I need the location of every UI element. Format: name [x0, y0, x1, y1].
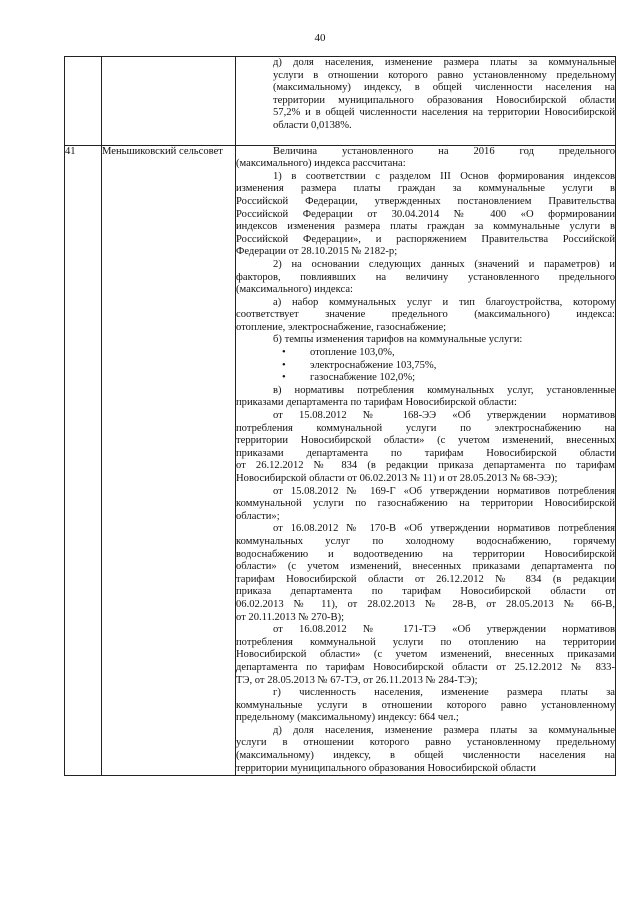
paragraph-p7 [236, 410, 615, 486]
text-line: области»; [236, 510, 280, 522]
text-line: а) набор коммунальных услуг и тип благоустройства, которому [273, 296, 615, 308]
text-line: приказами департамента по тарифам Новосибирской области [236, 447, 615, 459]
list-item: • электроснабжение 103,75%, [236, 360, 615, 373]
text-line: территории муниципального образования Новосибирской области [273, 94, 615, 106]
list-item: • газоснабжение 102,0%; [236, 372, 615, 385]
page-number: 40 [314, 32, 326, 44]
description-cell [236, 145, 616, 776]
text-line: Российской Федерации, утвержденных постановлением Правительства [236, 195, 615, 207]
text-line: Федерации от 28.10.2015 № 2182-р; [236, 246, 398, 258]
text-line: 57,2% и в общей численности населения на территории Новосибирской [273, 107, 615, 119]
table-row [65, 57, 616, 146]
text-line: услуги в отношении которого равно установленному предельному [236, 737, 615, 749]
description-cell [236, 57, 616, 146]
text-line: услуги в отношении которого равно установленному предельному [273, 69, 615, 81]
text-line: 06.02.2013 № 11), от 28.02.2013 № 28-В, от 28.05.2013 № 66-В, [236, 598, 615, 610]
row-number-cell [65, 145, 102, 776]
paragraph-p8 [236, 486, 615, 524]
municipality-cell [102, 57, 236, 146]
text-line: Российской Федерации от 30.04.2014 № 400 «О формировании [236, 208, 615, 220]
text-line: от 16.08.2012 № 171-ТЭ «Об утверждении нормативов [273, 624, 615, 636]
text-line: д) доля населения, изменение размера платы за коммунальные [273, 724, 615, 736]
text-line: (максимального) индекса: [236, 284, 353, 296]
text-line: от 15.08.2012 № 168-ЭЭ «Об утверждении нормативов [273, 410, 615, 422]
text-line: департамента по тарифам Новосибирской области от 25.12.2012 № 833- [236, 661, 615, 673]
text-line: ТЭ, от 28.05.2013 № 67-ТЭ, от 26.11.2013 № 284-ТЭ); [236, 674, 478, 686]
text-line: коммунальных услуг по холодному водоснабжению, горячему [236, 535, 615, 547]
row-number-cell [65, 57, 102, 146]
text-line: области 0,0138%. [273, 119, 352, 131]
text-line: соответствует значение предельного (максимального) индекса: [236, 309, 615, 321]
text-line: Величина установленного на 2016 год предельного [273, 145, 615, 157]
text-line: (максимальному) индексу, в общей численности населения на [273, 82, 615, 94]
text-line: приказа департамента по тарифам Новосибирской области от [236, 586, 615, 598]
text-line: области» (с учетом изменений, внесенных приказами департамента по [236, 561, 615, 573]
list-item: • отопление 103,0%, [236, 347, 615, 360]
municipality-cell [102, 145, 236, 776]
indices-table [64, 56, 616, 776]
text-line: г) численность населения, изменение размера платы за [273, 687, 615, 699]
paragraph-p10 [236, 624, 615, 687]
municipality-name: Меньшиковский сельсовет [102, 145, 223, 157]
paragraph-p9 [236, 523, 615, 624]
table-row [65, 145, 616, 776]
text-line: 2) на основании следующих данных (значений и параметров) и [273, 258, 615, 270]
text-line: Российской Федерации», и распоряжением Правительства Российской [236, 233, 615, 245]
text-line: в) нормативы потребления коммунальных услуг, установленные [273, 384, 615, 396]
text-line: изменения размера платы граждан за коммунальные услуги в [236, 183, 615, 195]
text-line: потребления коммунальной услуги по электроснабжению на [236, 422, 615, 434]
paragraph-group [236, 146, 615, 348]
text-line: Новосибирской области от 06.02.2013 № 11) и от 28.05.2013 № 68-ЭЭ); [236, 473, 558, 484]
paragraph-p11 [236, 687, 615, 725]
paragraph-group [236, 385, 615, 775]
paragraph-p3 [236, 259, 615, 297]
text-line: предельному (максимальному) индексу: 664 чел.; [236, 712, 459, 724]
text-line: Новосибирской области» (с учетом изменений, внесенных приказами [236, 649, 615, 661]
tariff-bullet-list [236, 347, 615, 385]
paragraph-p4 [236, 297, 615, 335]
text-line: приказами департамента по тарифам Новосибирской области: [236, 397, 517, 409]
share-population-paragraph [236, 57, 615, 133]
text-line: от 20.11.2013 № 270-В); [236, 611, 345, 623]
text-line: д) доля населения, изменение размера платы за коммунальные [273, 57, 615, 68]
text-line: территории муниципального образования Новосибирской области [236, 762, 536, 774]
text-line: территории Новосибирской области» (с учетом изменений, внесенных [236, 435, 615, 447]
text-line: 1) в соответствии с разделом III Основ формирования индексов [273, 170, 615, 182]
paragraph-p2 [236, 171, 615, 259]
text-line: коммунальной услуги по газоснабжению на территории Новосибирской [236, 498, 615, 510]
text-line: (максимальному) индексу, в общей численности населения на [236, 750, 615, 762]
text-line: факторов, повлиявших на величину установленного предельного [236, 271, 615, 283]
text-line: коммунальные услуги в отношении которого равно установленному [236, 699, 615, 711]
text-line: от 15.08.2012 № 169-Г «Об утверждении нормативов потребления [273, 485, 615, 497]
text-line: отопление, электроснабжение, газоснабжение; [236, 321, 447, 333]
paragraph-p1 [236, 146, 615, 171]
text-line: индексов изменения размера платы граждан за коммунальные услуги в [236, 221, 615, 233]
row-number: 41 [65, 145, 76, 157]
text-line: (максимального) индекса рассчитана: [236, 158, 406, 170]
paragraph-p5 [236, 334, 615, 347]
text-line: от 26.12.2012 № 834 (в редакции приказа департамента по тарифам [236, 460, 615, 472]
text-line: тарифам Новосибирской области от 26.12.2012 № 834 (в редакции [236, 573, 615, 585]
paragraph-p6 [236, 385, 615, 410]
text-line: б) темпы изменения тарифов на коммунальные услуги: [273, 334, 523, 346]
paragraph-p12 [236, 725, 615, 775]
text-line: водоснабжению и водоотведению на территории Новосибирской [236, 548, 615, 560]
text-line: потребления коммунальной услуги по отоплению на территории [236, 636, 615, 648]
text-line: от 16.08.2012 № 170-В «Об утверждении нормативов потребления [273, 523, 615, 535]
